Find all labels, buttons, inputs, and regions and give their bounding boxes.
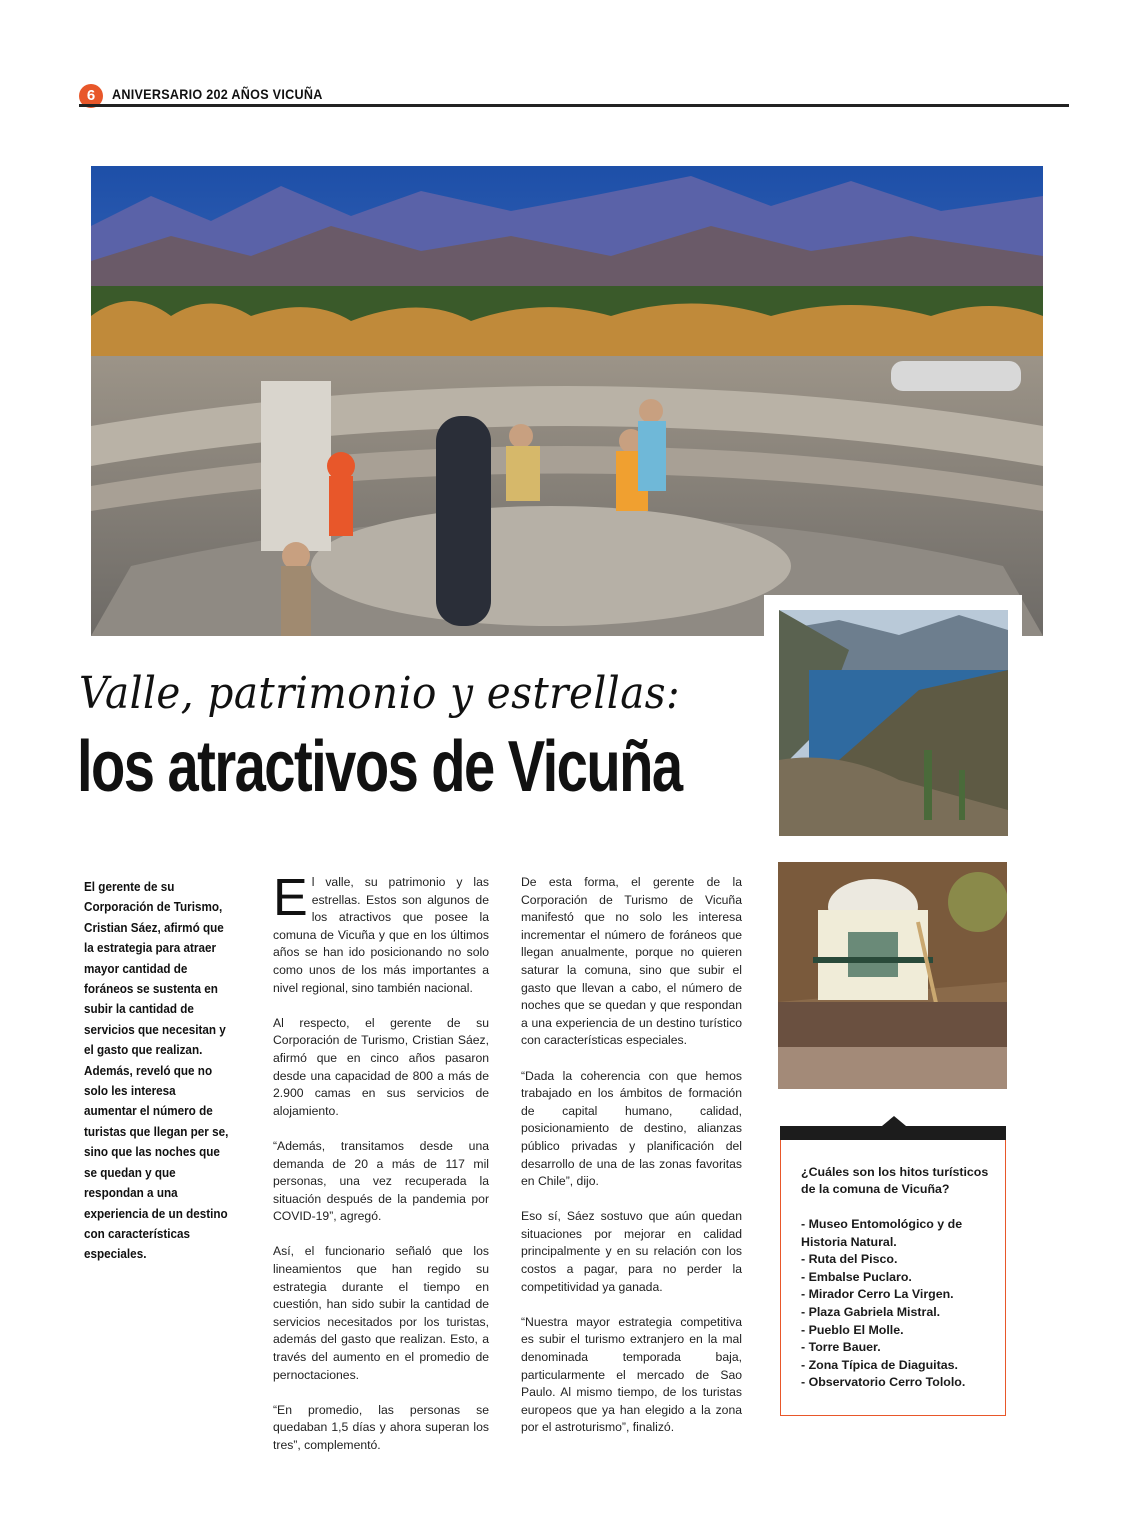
paragraph: De esta forma, el gerente de la Corporación de Turismo de Vicuña manifestó que no solo les interesa incrementar el número de foráneos que llegan anualmente, porque no quieren saturar la comuna, sino que subir el gasto que llevan a cabo, el número de noches que se quedan y que respondan a una experiencia de un destino turístico con características especiales. — [521, 875, 742, 1048]
drop-cap: E — [273, 869, 308, 927]
list-item: - Pueblo El Molle. — [801, 1322, 904, 1337]
list-item: - Embalse Puclaro. — [801, 1269, 912, 1284]
sidebar-question: ¿Cuáles son los hitos turísticos de la comuna de Vicuña? — [801, 1165, 989, 1196]
lake-photo — [779, 610, 1008, 836]
list-item: - Zona Típica de Diaguitas. — [801, 1357, 958, 1372]
sidebar-box-arrow — [882, 1116, 906, 1126]
sidebar-list — [801, 1216, 1001, 1392]
paragraph — [273, 869, 489, 997]
lede-text: El gerente de su Corporación de Turismo, Cristian Sáez, afirmó que la estrategia para atraer mayor cantidad de foráneos se sustenta en subir la cantidad de servicios que necesitan y el gasto que realizan. Además, reveló que no solo les interesa aumentar el número de turistas que llegan per se, sino que las noches que se quedan y que respondan a una experiencia de un destino con características especiales. — [84, 879, 229, 1262]
list-item: - Plaza Gabriela Mistral. — [801, 1304, 941, 1319]
page-number-badge: 6 — [79, 84, 103, 108]
paragraph: Eso sí, Sáez sostuvo que aún quedan situaciones por mejorar en calidad principalmente y en su relación con los costos a pagar, para no perder la competitividad ya ganada. — [521, 1209, 742, 1294]
list-item: - Torre Bauer. — [801, 1340, 881, 1355]
lake-photo-frame — [764, 595, 1022, 845]
list-item: - Ruta del Pisco. — [801, 1252, 898, 1267]
paragraph: “En promedio, las personas se quedaban 1,5 días y ahora superan los tres”, complementó. — [273, 1402, 489, 1452]
paragraph: “Dada la coherencia con que hemos trabajado en los ámbitos de formación de capital humano, calidad, posicionamiento de destino, alianzas público privadas y planificación del desarrollo de una de las zonas favoritas en Chile”, dijo. — [521, 1068, 742, 1189]
paragraph-text: l valle, su patrimonio y las estrellas. Estos son algunos de los atractivos que posee la comuna de Vicuña y que en los últimos años se han ido posicionando no solo como unos de los más importantes a nivel regional, sino también nacional. — [273, 875, 489, 995]
body-column-1 — [273, 869, 489, 1472]
headline: los atractivos de Vicuña — [77, 727, 682, 807]
observatory-photo — [778, 862, 1007, 1089]
paragraph: Al respecto, el gerente de su Corporación de Turismo, Cristian Sáez, afirmó que en cinco años pasaron desde una capacidad de 800 a más de 2.900 camas en sus servicios de alojamiento. — [273, 1015, 489, 1118]
list-item: - Mirador Cerro La Virgen. — [801, 1287, 954, 1302]
list-item: - Museo Entomológico y de Historia Natural. — [801, 1217, 963, 1249]
body-column-2 — [521, 874, 742, 1455]
lede — [84, 877, 230, 1265]
paragraph: “Nuestra mayor estrategia competitiva es subir el turismo extranjero en la mal denominada temporada baja, particularmente el mercado de Sao Paulo. Al mismo tiempo, de los turistas europeos que ya han elegido a la zona por el astroturismo”, finalizó. — [521, 1314, 742, 1435]
paragraph: Así, el funcionario señaló que los lineamientos que han regido su estrategia durante el tiempo en cuestión, han sido subir la cantidad de servicios necesitados por los turistas, además del gasto que realizan. Esto, a través del aumento en el promedio de pernoctaciones. — [273, 1244, 489, 1382]
paragraph: “Además, transitamos desde una demanda de 20 a más de 117 mil personas, una vez recuperada la situación después de la pandemia por COVID-19”, agregó. — [273, 1138, 489, 1224]
list-item: - Observatorio Cerro Tololo. — [801, 1375, 966, 1390]
sidebar-box-bar — [780, 1126, 1006, 1140]
sidebar-box — [780, 1140, 1006, 1416]
headline-kicker: Valle, patrimonio y estrellas: — [79, 668, 681, 719]
header-rule — [79, 104, 1069, 107]
section-title: ANIVERSARIO 202 AÑOS VICUÑA — [112, 86, 323, 102]
main-photo-amphitheater — [91, 166, 1043, 636]
